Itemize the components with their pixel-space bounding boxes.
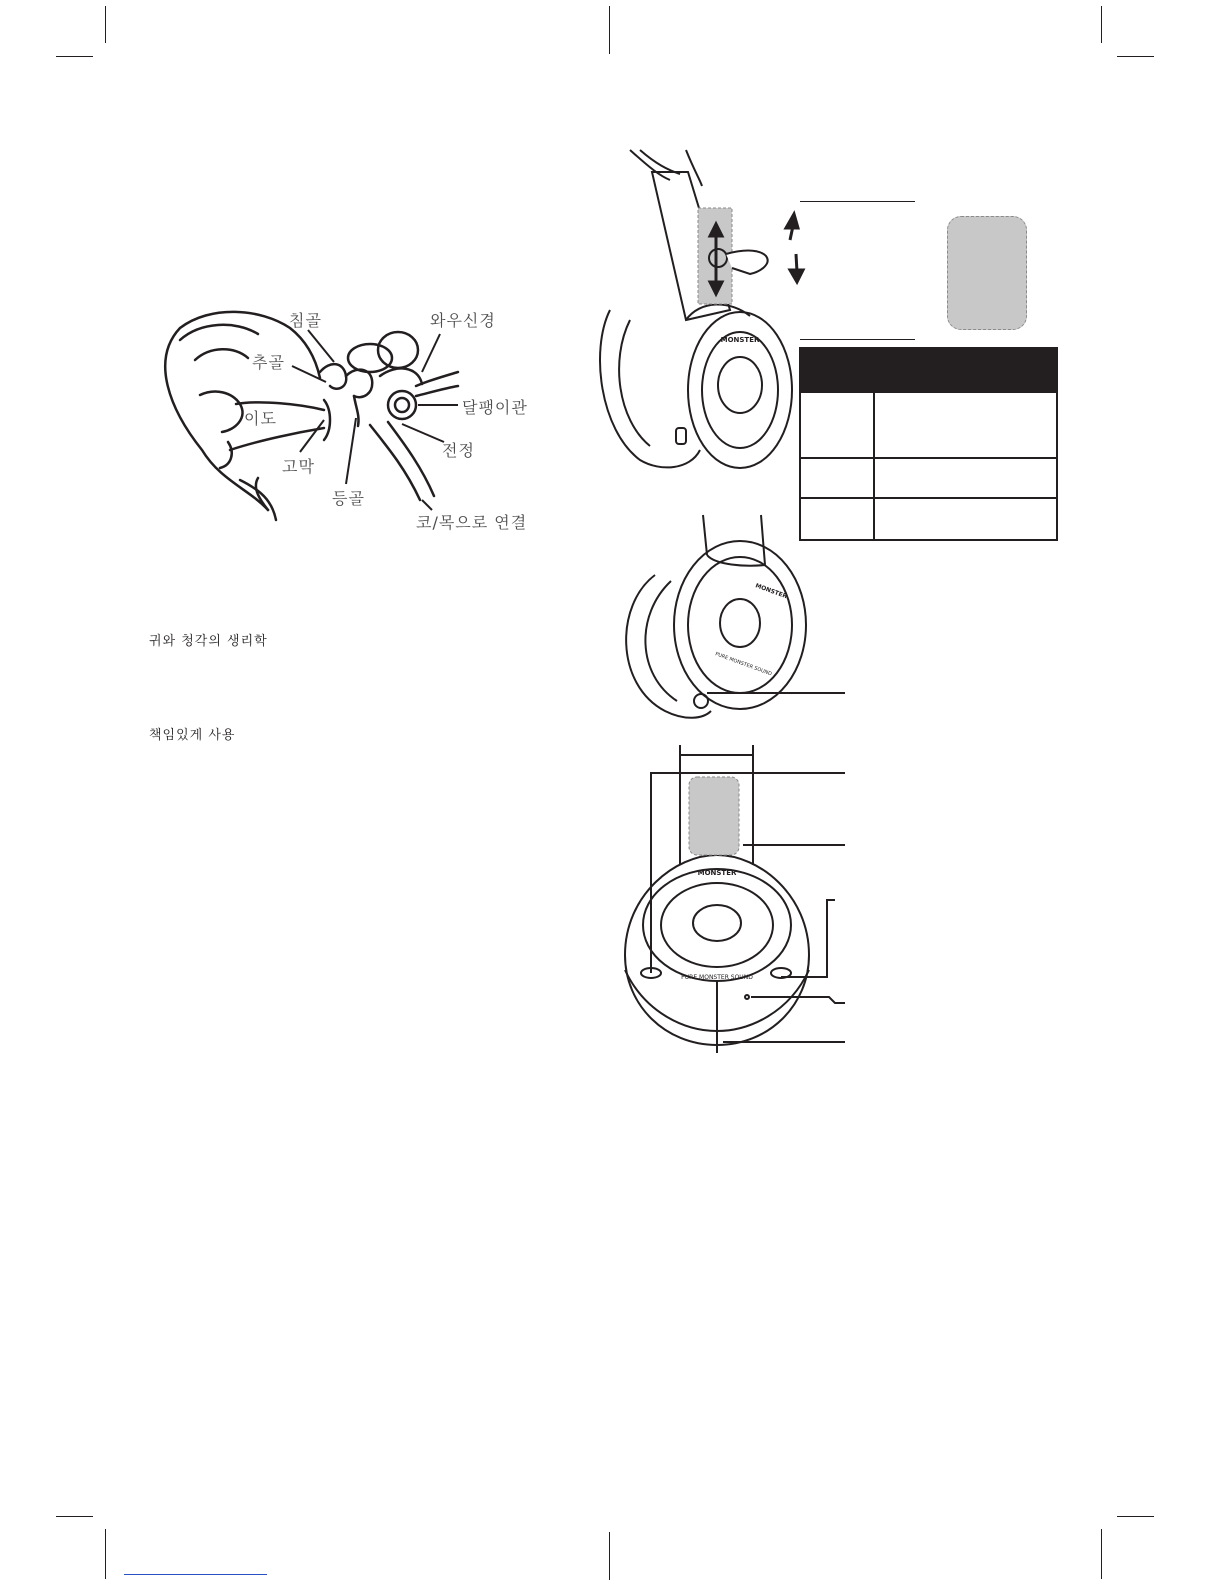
label-ear-canal: 이도	[244, 409, 277, 428]
table-cell-r2c2	[874, 458, 1057, 498]
label-eardrum: 고막	[282, 457, 315, 476]
table-cell-r2c1	[800, 458, 874, 498]
label-vestibule: 전정	[442, 441, 475, 460]
crop-mark-top-center	[609, 6, 610, 54]
label-eustachian: 코/목으로 연결	[416, 513, 528, 532]
control-function-table	[799, 347, 1058, 541]
crop-mark-top-left-h	[56, 56, 93, 57]
label-incus: 침골	[289, 311, 322, 330]
crop-mark-bottom-right-v	[1101, 1529, 1102, 1579]
headphone-front-view	[605, 745, 855, 1055]
caption-line-lower	[800, 339, 915, 340]
brand-ring-text-2: PURE MONSTER SOUND	[714, 651, 773, 678]
crop-mark-bottom-left-v	[105, 1529, 106, 1579]
label-stapes: 등골	[332, 489, 365, 508]
caption-line-upper	[800, 201, 915, 202]
brand-logo-text-1: MONSTER	[720, 336, 760, 344]
label-malleus: 추골	[252, 353, 285, 372]
table-cell-r1c2	[874, 392, 1057, 458]
crop-mark-bottom-right-h	[1117, 1516, 1154, 1517]
label-vestibular-nerve: 와우신경	[430, 311, 496, 330]
footer-link[interactable]	[124, 1574, 267, 1575]
gray-highlight-panel	[947, 216, 1027, 330]
brand-logo-text-2: MONSTER	[754, 582, 788, 601]
label-cochlea: 달팽이관	[462, 398, 528, 417]
section-title-responsible-use: 책임있게 사용	[149, 728, 236, 743]
section-title-physiology: 귀와 청각의 생리학	[149, 634, 268, 649]
crop-mark-top-right-v	[1101, 6, 1102, 43]
crop-mark-bottom-left-h	[56, 1516, 93, 1517]
crop-mark-top-right-h	[1117, 56, 1154, 57]
crop-mark-bottom-center	[609, 1532, 610, 1580]
headphone-cable-view	[615, 515, 875, 725]
table-cell-r1c1	[800, 392, 874, 458]
table-cell-r3c2	[874, 498, 1057, 540]
ear-anatomy-diagram	[140, 300, 560, 540]
brand-ring-text-3: PURE MONSTER SOUND	[681, 974, 753, 981]
crop-mark-top-left-v	[105, 6, 106, 43]
brand-logo-text-3: MONSTER	[697, 869, 737, 877]
table-header	[800, 348, 1057, 392]
